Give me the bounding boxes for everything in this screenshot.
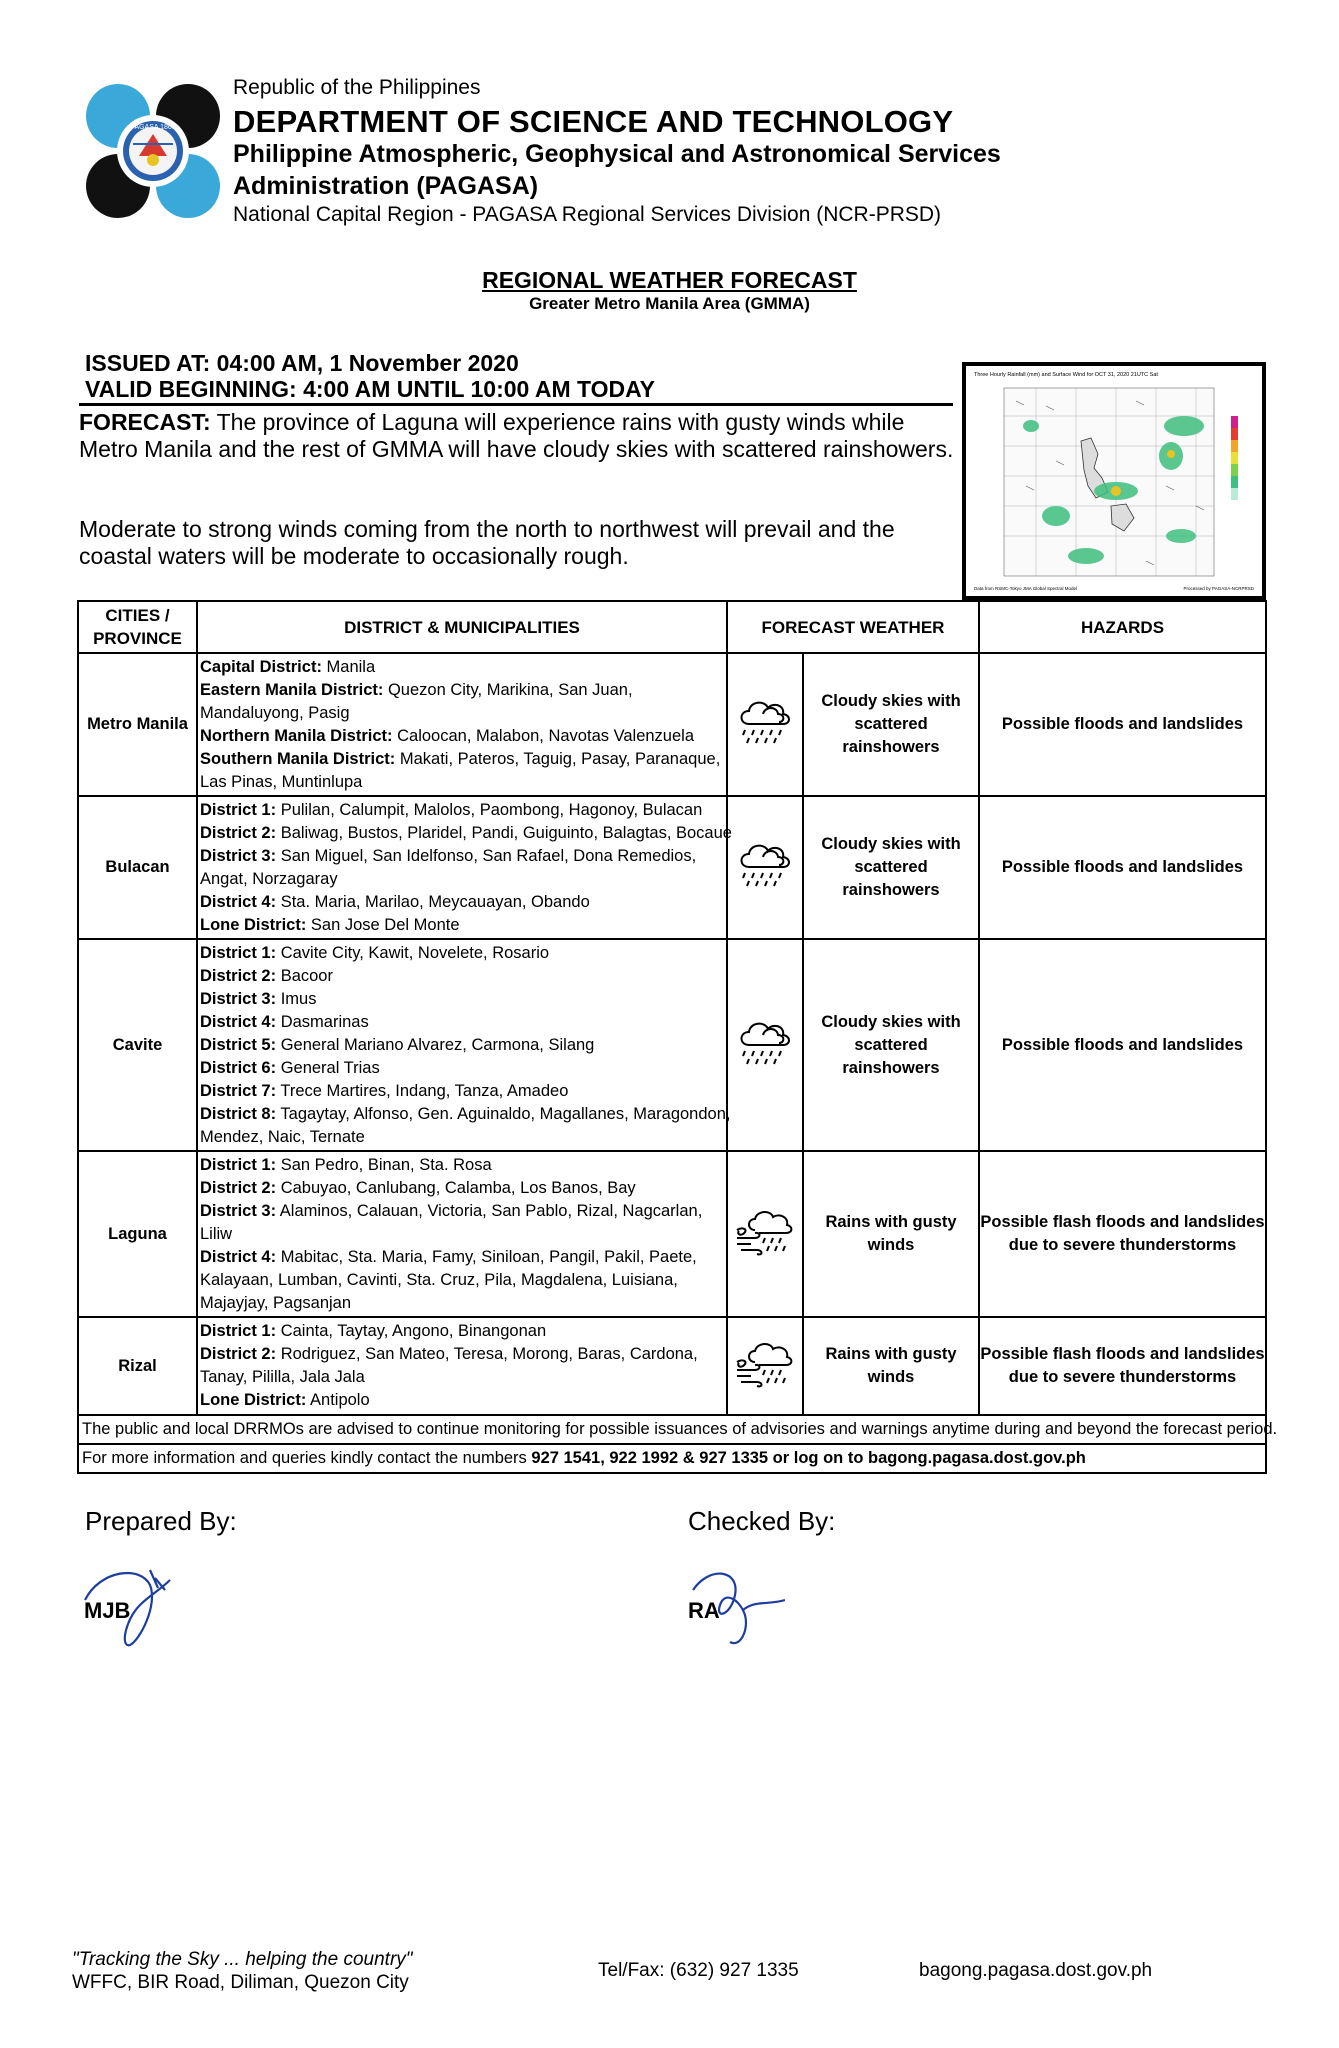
district-towns: Bacoor	[276, 966, 333, 985]
forecast-weather: Rains with gusty winds	[803, 1317, 979, 1415]
district-label: District 8:	[200, 1104, 277, 1123]
district-list	[197, 653, 727, 796]
logo-text: PAGASA 1865	[130, 124, 176, 131]
district-line	[200, 799, 724, 822]
district-towns: Antipolo	[306, 1391, 370, 1409]
district-line	[200, 942, 724, 965]
district-line	[200, 1246, 724, 1269]
contact-numbers: 927 1541, 922 1992 & 927 1335 or log on to bagong.pagasa.dost.gov.ph	[531, 1449, 1086, 1467]
checked-by-label: Checked By:	[688, 1506, 836, 1536]
cloud-rain-icon	[727, 796, 803, 939]
district-towns: Quezon City, Marikina, San Juan,	[383, 680, 633, 699]
rainfall-map	[962, 362, 1266, 600]
advisory-text: The public and local DRRMOs are advised to continue monitoring for possible issuances of advisories and warnings anytime during and beyond the forecast period.	[78, 1415, 1266, 1444]
table-row	[78, 1317, 1266, 1415]
republic-line: Republic of the Philippines	[233, 76, 481, 99]
map-source: Data from RSMC-Tokyo JMA Global Spectral Model	[974, 586, 1078, 591]
map-credit: Processed by PAGASA-NCRPRSD	[1183, 586, 1254, 591]
district-towns: Mabitac, Sta. Maria, Famy, Siniloan, Pangil, Pakil, Paete,	[276, 1247, 697, 1266]
agency-name-line1: Philippine Atmospheric, Geophysical and Astronomical Services	[233, 140, 1001, 168]
district-line	[200, 822, 732, 845]
agency-name-line2: Administration (PAGASA)	[233, 172, 539, 200]
header-cities	[78, 601, 197, 653]
district-line	[200, 988, 724, 1011]
district-towns: Sta. Maria, Marilao, Meycauayan, Obando	[276, 892, 590, 911]
hazard-text: Possible flash floods and landslides due to severe thunderstorms	[979, 1151, 1266, 1317]
contact-row	[78, 1444, 1266, 1473]
district-line	[200, 656, 724, 679]
district-label: District 2:	[200, 966, 277, 985]
forecast-weather: Cloudy skies with scattered rainshowers	[803, 939, 979, 1151]
table-header-row	[78, 601, 1266, 653]
district-towns: Makati, Pateros, Taguig, Pasay, Paranaque,	[395, 749, 721, 768]
footer-tel: Tel/Fax: (632) 927 1335	[598, 1960, 799, 1981]
region-line: National Capital Region - PAGASA Regional Services Division (NCR-PRSD)	[233, 203, 942, 226]
district-line	[200, 1320, 724, 1343]
forecast-summary	[79, 409, 959, 463]
district-label: Southern Manila District:	[200, 749, 396, 768]
table-row	[78, 939, 1266, 1151]
district-label: District 4:	[200, 892, 277, 911]
pagasa-logo	[84, 82, 222, 220]
district-label: District 1:	[200, 1155, 277, 1174]
header-forecast	[727, 601, 979, 653]
district-label: District 1:	[200, 943, 277, 962]
forecast-text: The province of Laguna will experience rains with gusty winds while Metro Manila and the rest of GMMA will have cloudy skies with scattered rainshowers.	[79, 409, 954, 462]
rain-wind-icon	[727, 1317, 803, 1415]
district-label: District 4:	[200, 1247, 277, 1266]
rain-wind-icon	[727, 1151, 803, 1317]
district-towns: San Pedro, Binan, Sta. Rosa	[276, 1155, 492, 1174]
header-districts-label: DISTRICT & MUNICIPALITIES	[344, 617, 580, 637]
district-towns: San Miguel, San Idelfonso, San Rafael, Dona Remedios,	[276, 846, 697, 865]
district-towns: Manila	[321, 657, 376, 676]
district-label: District 2:	[200, 1178, 277, 1197]
district-towns: Kalayaan, Lumban, Cavinti, Sta. Cruz, Pila, Magdalena, Luisiana,	[200, 1270, 678, 1289]
district-towns: Tanay, Pililla, Jala Jala	[200, 1368, 365, 1386]
wind-summary: Moderate to strong winds coming from the north to northwest will prevail and the coastal waters will be moderate to occasionally rough.	[79, 516, 895, 569]
district-towns: Cabuyao, Canlubang, Calamba, Los Banos, Bay	[276, 1178, 636, 1197]
district-towns: Baliwag, Bustos, Plaridel, Pandi, Guiguinto, Balagtas, Bocaue	[276, 823, 732, 842]
city-name: Laguna	[78, 1151, 197, 1317]
district-list	[197, 939, 731, 1151]
district-line	[200, 702, 724, 725]
contact-text	[78, 1444, 1266, 1473]
district-label: District 7:	[200, 1081, 277, 1100]
district-towns: Las Pinas, Muntinlupa	[200, 772, 363, 791]
district-line	[200, 725, 724, 748]
district-towns: Alaminos, Calauan, Victoria, San Pablo, Rizal, Nagcarlan,	[276, 1201, 703, 1220]
forecast-weather: Cloudy skies with scattered rainshowers	[803, 796, 979, 939]
district-label: Lone District:	[200, 915, 307, 934]
footer-motto: "Tracking the Sky ... helping the country"	[72, 1949, 413, 1970]
map-title: Three Hourly Rainfall (mm) and Surface Wind for OCT 31, 2020 21UTC Sat	[974, 372, 1158, 378]
district-towns: Pulilan, Calumpit, Malolos, Paombong, Hagonoy, Bulacan	[276, 800, 703, 819]
contact-prefix: For more information and queries kindly contact the numbers	[82, 1449, 532, 1467]
district-towns: San Jose Del Monte	[306, 915, 460, 934]
header-cities-label: CITIES / PROVINCE	[93, 606, 182, 648]
district-line	[200, 1034, 724, 1057]
district-line	[200, 1389, 724, 1412]
district-label: District 3:	[200, 846, 277, 865]
header-hazards	[979, 601, 1266, 653]
table-row	[78, 796, 1266, 939]
district-line	[200, 1011, 724, 1034]
district-line	[200, 1292, 724, 1315]
hazard-text: Possible floods and landslides	[979, 653, 1266, 796]
district-towns: General Mariano Alvarez, Carmona, Silang	[276, 1035, 595, 1054]
cloud-rain-icon	[727, 939, 803, 1151]
district-line	[200, 891, 724, 914]
district-line	[200, 1200, 724, 1223]
district-label: Lone District:	[200, 1391, 307, 1409]
district-towns: Cainta, Taytay, Angono, Binangonan	[276, 1322, 547, 1340]
district-label: District 5:	[200, 1035, 277, 1054]
hazard-text: Possible floods and landslides	[979, 939, 1266, 1151]
district-towns: Mandaluyong, Pasig	[200, 703, 350, 722]
district-towns: Caloocan, Malabon, Navotas Valenzuela	[392, 726, 694, 745]
district-line	[200, 965, 724, 988]
department-name: DEPARTMENT OF SCIENCE AND TECHNOLOGY	[233, 104, 954, 139]
district-label: District 2:	[200, 1345, 277, 1363]
city-name: Bulacan	[78, 796, 197, 939]
district-towns: Trece Martires, Indang, Tanza, Amadeo	[276, 1081, 569, 1100]
district-label: District 4:	[200, 1012, 277, 1031]
district-line	[200, 1103, 731, 1126]
district-towns: Dasmarinas	[276, 1012, 369, 1031]
district-line	[200, 1223, 724, 1246]
district-line	[200, 845, 724, 868]
district-towns: Rodriguez, San Mateo, Teresa, Morong, Baras, Cardona,	[276, 1345, 698, 1363]
page-subtitle: Greater Metro Manila Area (GMMA)	[529, 294, 810, 313]
district-line	[200, 679, 724, 702]
city-name: Rizal	[78, 1317, 197, 1415]
district-label: Northern Manila District:	[200, 726, 393, 745]
district-towns: Mendez, Naic, Ternate	[200, 1127, 365, 1146]
hazard-text: Possible flash floods and landslides due to severe thunderstorms	[979, 1317, 1266, 1415]
district-towns: Majayjay, Pagsanjan	[200, 1293, 352, 1312]
advisory-row	[78, 1415, 1266, 1444]
district-list	[197, 1317, 727, 1415]
district-towns: Tagaytay, Alfonso, Gen. Aguinaldo, Magallanes, Maragondon,	[276, 1104, 731, 1123]
district-towns: Angat, Norzagaray	[200, 869, 338, 888]
checked-initials: RA	[688, 1598, 720, 1623]
district-line	[200, 1177, 724, 1200]
page-title: REGIONAL WEATHER FORECAST	[482, 267, 857, 293]
prepared-by-label: Prepared By:	[85, 1506, 237, 1536]
district-list	[197, 796, 732, 939]
district-label: District 3:	[200, 989, 277, 1008]
header-districts	[197, 601, 727, 653]
table-row	[78, 653, 1266, 796]
district-label: Capital District:	[200, 657, 322, 676]
footer-website[interactable]: bagong.pagasa.dost.gov.ph	[919, 1960, 1153, 1981]
prepared-initials: MJB	[84, 1598, 131, 1623]
map-legend	[1231, 416, 1238, 500]
district-line	[200, 914, 724, 937]
header-forecast-label: FORECAST WEATHER	[761, 617, 945, 637]
forecast-table	[77, 600, 1278, 1474]
issued-at: ISSUED AT: 04:00 AM, 1 November 2020	[85, 350, 519, 376]
district-line	[200, 748, 724, 771]
forecast-label: FORECAST:	[79, 409, 211, 435]
district-label: District 2:	[200, 823, 277, 842]
header-hazards-label: HAZARDS	[1080, 617, 1165, 637]
district-line	[200, 1343, 724, 1366]
hazard-text: Possible floods and landslides	[979, 796, 1266, 939]
district-line	[200, 1080, 724, 1103]
table-row	[78, 1151, 1266, 1317]
district-label: Eastern Manila District:	[200, 680, 384, 699]
district-line	[200, 1154, 724, 1177]
district-line	[200, 868, 724, 891]
district-towns: General Trias	[276, 1058, 380, 1077]
footer-address: WFFC, BIR Road, Diliman, Quezon City	[72, 1972, 409, 1993]
divider	[79, 403, 953, 406]
district-label: District 3:	[200, 1201, 277, 1220]
forecast-weather: Cloudy skies with scattered rainshowers	[803, 653, 979, 796]
city-name: Metro Manila	[78, 653, 197, 796]
district-towns: Liliw	[200, 1224, 233, 1243]
district-line	[200, 1269, 724, 1292]
district-line	[200, 771, 724, 794]
district-line	[200, 1366, 724, 1389]
forecast-weather: Rains with gusty winds	[803, 1151, 979, 1317]
district-line	[200, 1126, 724, 1149]
district-line	[200, 1057, 724, 1080]
city-name: Cavite	[78, 939, 197, 1151]
district-list	[197, 1151, 727, 1317]
cloud-rain-icon	[727, 653, 803, 796]
district-towns: Imus	[276, 989, 317, 1008]
district-towns: Cavite City, Kawit, Novelete, Rosario	[276, 943, 550, 962]
district-label: District 6:	[200, 1058, 277, 1077]
valid-period: VALID BEGINNING: 4:00 AM UNTIL 10:00 AM TODAY	[85, 376, 655, 402]
district-label: District 1:	[200, 1322, 277, 1340]
district-label: District 1:	[200, 800, 277, 819]
